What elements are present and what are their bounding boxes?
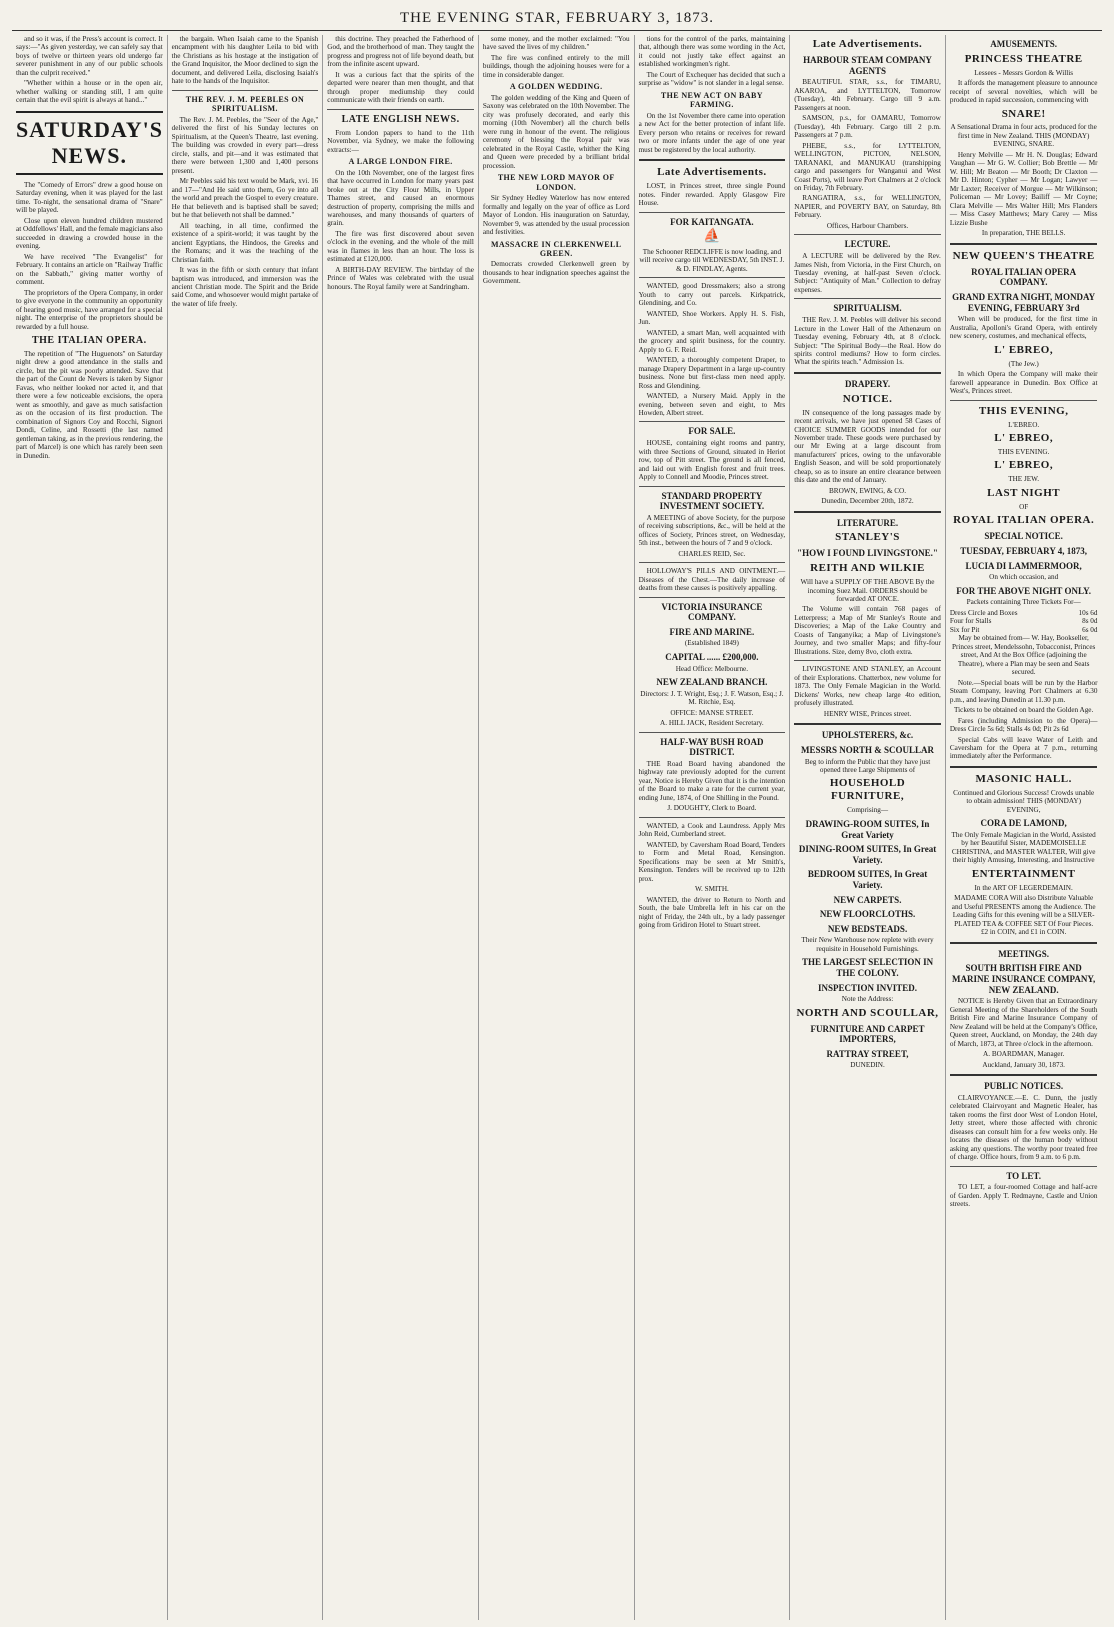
article-paragraph: "Whether within a house or in the open air, whether walking or standing still, I am quite certain that the evil spirit is always at hand..." bbox=[16, 79, 163, 105]
ad-text: Beg to inform the Public that they have just opened three Large Shipments of bbox=[804, 757, 931, 774]
price-label: Six for Pit bbox=[949, 625, 980, 634]
ad-text: It affords the management pleasure to announce receipt of several novelties, which will be produced in rapid succession, commencing with bbox=[949, 79, 1098, 105]
divider bbox=[794, 660, 941, 661]
news-paragraph: The repetition of "The Huguenots" on Saturday night drew a good attendance in the stalls and circle, but the pit was poorly attended. Save that the part of the Count de Nevers is taken by Signor Favas, who neither looked nor acted it, and that there were a few noticeable excisions, the opera went as smoothly, and gave as much satisfaction as on the occasion of its first production. The combination of Signors Coy and Rocchi, Signori Dondi, Celine, and Rossetti (the last named gentleman taking, as in the previous rendering, the part of Marcel) is one which has rarely been seen in Dunedin. bbox=[16, 349, 163, 460]
ad-line: NEW FLOORCLOTHS. bbox=[819, 909, 916, 920]
ad-heading: FOR SALE. bbox=[688, 426, 736, 437]
ad-line: NEW BEDSTEADS. bbox=[827, 923, 908, 934]
ad-line: INSPECTION INVITED. bbox=[818, 982, 918, 993]
ad-ship: SAMSON, p.s., for OAMARU, Tomorrow (Tuesday), 4th February. Cargo till 2 p.m. Passengers at 7 p.m. bbox=[794, 114, 941, 140]
article-paragraph: It was a curious fact that the spirits of the departed were nearer than men thought, and that through proper mediumship they could communicate with their friends on earth. bbox=[327, 70, 474, 105]
news-paragraph: The proprietors of the Opera Company, in order to give everyone in the community an opportunity of hearing good music, have arranged for a special night. The enterprise of the proprietors should be rewarded by a full house. bbox=[16, 288, 163, 331]
divider bbox=[950, 942, 1098, 944]
section-heading: AMUSEMENTS. bbox=[990, 39, 1058, 49]
column-6 bbox=[790, 35, 946, 1620]
ad-heading: NEW QUEEN'S THEATRE bbox=[952, 249, 1095, 262]
column-1 bbox=[12, 35, 168, 1620]
section-heading: LITERATURE. bbox=[836, 517, 899, 528]
ad-heading: FOR KAITANGATA. bbox=[670, 216, 754, 227]
subheading: THE NEW ACT ON BABY FARMING. bbox=[660, 90, 763, 110]
divider bbox=[794, 511, 941, 513]
ad-heading: L' EBREO, bbox=[994, 459, 1054, 472]
ad-schooner: The Schooner REDCLIFFE is now loading, and will receive cargo till WEDNESDAY, 5th INST. J. & D. FINDLAY, Agents. bbox=[639, 247, 785, 273]
ad-heading: STANDARD PROPERTY INVESTMENT SOCIETY. bbox=[659, 490, 765, 512]
column-5 bbox=[635, 35, 791, 1620]
divider bbox=[794, 372, 941, 374]
ad-capital: CAPITAL ...... £200,000. bbox=[665, 651, 759, 662]
divider bbox=[950, 243, 1098, 245]
ad-heading: MASONIC HALL. bbox=[975, 772, 1072, 785]
ad-signature: HENRY WISE, Princes street. bbox=[823, 709, 912, 718]
ad-line: CORA DE LAMOND, bbox=[980, 818, 1067, 829]
ad-heading: HARBOUR STEAM COMPANY AGENTS bbox=[803, 54, 932, 76]
ad-text: A Sensational Drama in four acts, produced for the first time in New Zealand. THIS (MONDAY) EVENING, SNARE. bbox=[950, 123, 1097, 149]
ad-signature: BROWN, EWING, & CO. bbox=[828, 486, 907, 495]
article-paragraph: and so it was, if the Press's account is correct. It says:—"As given yesterday, we can safely say that boys of twelve or thirteen years old undergo far severer punishment in any of our public schools than the culprit received." bbox=[16, 35, 163, 77]
divider bbox=[639, 421, 786, 422]
article-paragraph: The Rev. J. M. Peebles, the "Seer of the Age," delivered the first of his Sunday lectures on Spiritualism, at the Queen's Theatre, last evening. The building was crowded in every part—dress circle, stalls, and pit—and it was estimated that there were between 1,300 and 1,400 persons present. bbox=[171, 115, 319, 175]
ad-text: In which Opera the Company will make their farewell appearance in Dunedin. Box Office at West's, Princes street. bbox=[949, 370, 1098, 396]
ad-wanted: WANTED, good Dressmakers; also a strong Youth to carry out parcels. Kirkpatrick, Glendining, and Co. bbox=[638, 282, 786, 308]
ad-line: NEW CARPETS. bbox=[833, 894, 902, 905]
article-paragraph: It was in the fifth or sixth century that infant baptism was introduced, and immersion was the ancient Christian mode. The Spirit and the Bride said Come, and whosoever would might partake of the water of life freely. bbox=[171, 266, 319, 308]
ad-heading: "HOW I FOUND LIVINGSTONE." bbox=[797, 548, 938, 559]
ad-heading: PRINCESS THEATRE bbox=[964, 52, 1083, 65]
ad-text: Will have a SUPPLY OF THE ABOVE By the incoming Suez Mail. ORDERS should be forwarded AT ONCE. bbox=[800, 578, 935, 603]
subheading: MASSACRE IN CLERKENWELL GREEN. bbox=[490, 239, 622, 258]
ad-text: Lessees - Messrs Gordon & Willis bbox=[974, 68, 1074, 77]
ad-subheading: FIRE AND MARINE. bbox=[669, 626, 755, 637]
article-paragraph: All teaching, in all time, confirmed the existence of a spirit-world; it was taught by the ancient Egyptians, the Hindoos, the Greeks and the Romans; and it was the teaching of the Christian faith. bbox=[171, 221, 319, 264]
price-row bbox=[950, 617, 1098, 625]
article-paragraph: Democrats crowded Clerkenwell green by thousands to hear indignation speeches against the Government. bbox=[482, 260, 630, 286]
ad-ship: BEAUTIFUL STAR, s.s., for TIMARU, AKAROA, and LYTTELTON, Tomorrow (Tuesday), 4th February. Cargo till 9 a.m. Passengers at noon. bbox=[794, 78, 941, 112]
ad-signature: CHARLES REID, Sec. bbox=[678, 549, 746, 558]
section-heading: UPHOLSTERERS, &c. bbox=[821, 730, 914, 741]
divider bbox=[794, 298, 941, 299]
ad-line: ROYAL ITALIAN OPERA COMPANY. bbox=[971, 266, 1077, 288]
ad-text: OFFICE: MANSE STREET. bbox=[670, 708, 754, 717]
ad-heading: THIS EVENING, bbox=[978, 404, 1069, 417]
ad-text: Note.—Special boats will be run by the Harbor Steam Company, leaving Port Chalmers at 6.30 p.m., and leaving Dunedin at 11.30 p.m. bbox=[949, 678, 1098, 704]
subheading: THE NEW LORD MAYOR OF LONDON. bbox=[497, 173, 615, 192]
ad-wanted: WANTED, Shoe Workers. Apply H. S. Fish, Jun. bbox=[638, 309, 786, 327]
ad-text: CLAIRVOYANCE.—E. C. Dunn, the justly celebrated Clairvoyant and Magnetic Healer, has taken rooms the first door West of London Hotel, Jetty street, where those affected with chronic diseases can consult him for a few weeks only. He locates the diseases of the human body without asking any questions. The worthy poor treated free of charge. Office hours, from 9 a.m. to 6 p.m. bbox=[949, 1093, 1098, 1162]
ad-text: Head Office: Melbourne. bbox=[675, 664, 749, 673]
ad-heading: NOTICE. bbox=[842, 392, 893, 405]
ad-text: OF bbox=[1019, 502, 1029, 511]
column-7 bbox=[946, 35, 1102, 1620]
ad-text: TO LET, a four-roomed Cottage and half-acre of Garden. Apply T. Redmayne, Castle and Union streets. bbox=[949, 1183, 1098, 1209]
ad-text: A LECTURE will be delivered by the Rev. James Nish, from Victoria, in the First Church, on Tuesday evening, at half-past Seven o'clock. Subject: "Antiquity of Man." Collection to defray expenses. bbox=[794, 252, 941, 294]
ad-for-sale: HOUSE, containing eight rooms and pantry, with three Sections of Ground, situated in Heriot row, top of Pitt street. The ground is all fenced, and laid out with English forest and fruit trees. Apply to Connell and Moodie, Princes street. bbox=[638, 439, 786, 482]
ad-heading: L' EBREO, bbox=[994, 432, 1054, 444]
ad-ship: PHEBE, s.s., for LYTTELTON, WELLINGTON, PICTON, NELSON, TARANAKI, and MANUKAU (transhipping cargo and passengers for Wanganui and West Coast Ports), will leave Port Chalmers at 2 o'clock on Friday, 7th February. bbox=[794, 141, 941, 192]
divider bbox=[639, 817, 786, 818]
ad-text: DUNEDIN. bbox=[850, 1061, 885, 1070]
article-paragraph: The golden wedding of the King and Queen of Saxony was celebrated on the 10th November. The city was profusely decorated, and early this morning (10th November) all the church bells were rung in honour of the event. The religious ceremony of blessing the Royal pair was celebrated in the Royal Castle, whither the King and Queen were preceded by a brilliant bridal procession. bbox=[482, 93, 630, 170]
price-label: Dress Circle and Boxes bbox=[949, 608, 1018, 617]
article-paragraph: the bargain. When Isaiah came to the Spanish encampment with his daughter Leila to bid with the Christians as his hostage at the instigation of the Grand Inquisitor, the Moor declined to sign the document, and delivered Leila, disclosing Isaiah's hate to the hands of the Inquisitor. bbox=[171, 35, 319, 86]
ad-wanted: WANTED, by Caversham Road Board, Tenders to Form and Metal Road, Kensington. Specifications may be seen at Mr Smith's, Kensington. Tenders will be received up to 12th prox. bbox=[638, 840, 786, 883]
divider bbox=[950, 1166, 1098, 1167]
column-4 bbox=[479, 35, 635, 1620]
ad-text: MADAME CORA Will also Distribute Valuable and Useful PRESENTS among the Audience. The Leading Gifts for this evening will be a SILVER-PLATED TEA & COFFEE SET Of Four Pieces. £2 in COIN, and £1 in COIN. bbox=[951, 894, 1096, 937]
section-heading: TO LET. bbox=[1006, 1170, 1041, 1181]
divider bbox=[950, 1074, 1098, 1076]
ad-text: IN consequence of the long passages made by recent arrivals, we have just opened 58 Cases of CHOICE SUMMER GOODS intended for our November trade. These goods were purchased by our Mr Ewing at a large discount from manufacturers' prices, owing to the unfavorable English Season, and will be sold proportionately cheap, so as to insure an entire clearance between this date and the end of January. bbox=[794, 408, 941, 485]
heading-late-advertisements: Late Advertisements. bbox=[657, 166, 767, 179]
divider bbox=[950, 766, 1098, 768]
ad-line: RATTRAY STREET, bbox=[826, 1048, 909, 1059]
ad-text: The Only Female Magician in the World, Assisted by her Beautiful Sister, MADEMOISELLE CHRISTINA, and MASTER WALTER, Will give their highly Amusing, Interesting, and Instructive bbox=[951, 831, 1096, 865]
article-paragraph: tions for the control of the parks, maintaining that, although there was some wording in the Act, it could not justly take effect against an established workingmen's right. bbox=[638, 35, 786, 69]
ad-wanted: WANTED, a smart Man, well acquainted with the grocery and spirit business, for the country. Apply to G. F. Reid. bbox=[638, 328, 786, 354]
ad-lost: LOST, in Princes street, three single Pound notes. Finder rewarded. Apply Glasgow Fire House. bbox=[638, 182, 786, 208]
column-2 bbox=[168, 35, 324, 1620]
divider bbox=[327, 109, 474, 110]
ad-ship: RANGATIRA, s.s., for WELLINGTON, NAPIER, and POVERTY BAY, on Saturday, 8th February. bbox=[794, 194, 941, 220]
divider bbox=[639, 159, 786, 161]
divider bbox=[639, 562, 786, 563]
ad-signature: Offices, Harbour Chambers. bbox=[826, 221, 909, 230]
article-paragraph: Sir Sydney Hedley Waterlow has now entered formally and legally on the year of office as Lord Mayor of London. His inauguration on Saturday, November 9, was attended by the usual procession and festivities. bbox=[482, 194, 630, 237]
article-paragraph: A BIRTH-DAY REVIEW. The birthday of the Prince of Wales was celebrated with the usual honours. The Royal family were at Sandringham. bbox=[327, 265, 474, 291]
price-row bbox=[950, 626, 1098, 634]
heading-italian-opera: THE ITALIAN OPERA. bbox=[31, 335, 147, 347]
section-heading: DRAPERY. bbox=[844, 378, 891, 389]
ad-text: (Established 1849) bbox=[684, 639, 739, 648]
ad-text: Special Cabs will leave Water of Leith and Caversham for the Opera at 7 p.m., returning immediately after the Performance. bbox=[949, 735, 1098, 761]
divider bbox=[639, 597, 786, 598]
article-paragraph: The fire was first discovered about seven o'clock in the evening, and the whole of the mill was in flames in less than an hour. The loss is estimated at £120,000. bbox=[327, 229, 474, 264]
ad-text: Packets containing Three Tickets For— bbox=[966, 598, 1081, 607]
ad-text: THIS EVENING. bbox=[997, 447, 1050, 456]
divider bbox=[639, 212, 786, 213]
ship-icon: ⛵ bbox=[703, 229, 721, 245]
price-value: 10s 6d bbox=[1078, 608, 1098, 617]
article-paragraph: The fire was confined entirely to the mill buildings, though the adjoining houses were for a time in considerable danger. bbox=[482, 53, 630, 79]
ad-line: DINING-ROOM SUITES, In Great Variety. bbox=[798, 844, 937, 865]
ad-wanted: WANTED, a Cook and Laundress. Apply Mrs John Reid, Cumberland street. bbox=[638, 821, 786, 839]
ad-cast: Henry Melville — Mr H. N. Douglas; Edward Vaughan — Mr G. W. Collier; Bob Brettle — Mr W. Hill; Mr Beaton — Mr Booth; Dr Claxton — Mr D. Hinton; Cypher — Mr Logan; Lawyer — Mr Laxter; Receiver of Morgue — Mr Wilkinson; Policeman — Mr Lovey; Bailiff — Mr Coyne; Clara Melville — Mrs Walter Hill; Mrs Flanders — Miss Casey Matthews; Mary Carey — Miss Lizzie Bushe bbox=[949, 150, 1098, 227]
ad-date: Dunedin, December 20th, 1872. bbox=[821, 497, 914, 506]
ad-signature: A. BOARDMAN, Manager. bbox=[983, 1050, 1065, 1059]
ad-heading: SOUTH BRITISH FIRE AND MARINE INSURANCE COMPANY, NEW ZEALAND. bbox=[952, 963, 1096, 995]
ad-text: Comprising— bbox=[846, 806, 889, 815]
ad-text: LIVINGSTONE AND STANLEY, an Account of their Explorations. Chatterbox, new volume for 1873. The Only Female Magician in the World. Dickens' Works, new cheap large 4to edition, profusely illustrated. bbox=[794, 665, 941, 708]
article-paragraph: From London papers to hand to the 11th November, via Sydney, we make the following extracts:— bbox=[327, 128, 474, 154]
section-heading-saturdays-news: SATURDAY'S NEWS. bbox=[16, 111, 163, 175]
ad-text: On which occasion, and bbox=[989, 573, 1059, 582]
ad-text: L'EBREO. bbox=[1008, 420, 1040, 429]
ad-heading: LECTURE. bbox=[844, 239, 891, 250]
ad-line: GRAND EXTRA NIGHT, MONDAY EVENING, FEBRUARY 3rd bbox=[952, 291, 1096, 313]
ad-heading: HOUSEHOLD FURNITURE, bbox=[829, 777, 906, 803]
ad-text: Fares (including Admission to the Opera)— Dress Circle 5s 6d; Stalls 4s 0d; Pit 2s 6d bbox=[949, 716, 1098, 734]
ad-heading: STANLEY'S bbox=[835, 531, 900, 544]
ad-holloway: HOLLOWAY'S PILLS AND OINTMENT.—Diseases of the Chest.—The daily increase of deaths from these causes is positively appalling. bbox=[638, 567, 786, 593]
columns bbox=[12, 35, 1102, 1620]
ad-meeting: A MEETING of above Society, for the purpose of receiving subscriptions, &c., will be held at the offices of Society, Princes street, on Wednesday, 5th inst., between the hours of 7 and 9 o'clock. bbox=[638, 513, 786, 548]
ad-signature: J. DOUGHTY, Clerk to Board. bbox=[667, 804, 757, 813]
subheading: A GOLDEN WEDDING. bbox=[509, 82, 603, 92]
ad-signature: A. HILL JACK, Resident Secretary. bbox=[660, 719, 764, 728]
ad-subheading: NEW ZEALAND BRANCH. bbox=[656, 677, 768, 687]
heading-late-english-news: LATE ENGLISH NEWS. bbox=[341, 113, 460, 125]
ad-text: In preparation, THE BELLS. bbox=[981, 229, 1066, 238]
ad-text: Directors: J. T. Wright, Esq.; J. F. Watson, Esq.; J. M. Ritchie, Esq. bbox=[640, 689, 784, 707]
price-row bbox=[950, 609, 1098, 617]
ad-line: TUESDAY, FEBRUARY 4, 1873, bbox=[960, 545, 1088, 556]
divider bbox=[794, 234, 941, 235]
heading-late-advertisements: Late Advertisements. bbox=[812, 38, 923, 50]
ad-line: FOR THE ABOVE NIGHT ONLY. bbox=[956, 585, 1092, 596]
price-label: Four for Stalls bbox=[949, 617, 992, 626]
ad-heading: MESSRS NORTH & SCOULLAR bbox=[801, 744, 934, 755]
news-paragraph: The "Comedy of Errors" drew a good house on Saturday evening, when it was played for the last time. To-night, the sensational drama of "Snare" will be played. bbox=[16, 180, 163, 215]
masthead: THE EVENING STAR, FEBRUARY 3, 1873. bbox=[12, 10, 1102, 31]
divider bbox=[639, 732, 786, 733]
ad-line: LUCIA DI LAMMERMOOR, bbox=[965, 560, 1082, 571]
news-paragraph: We have received "The Evangelist" for February. It contains an article on "Railway Traffic on the Sabbath," giving matter worthy of comment. bbox=[16, 252, 163, 287]
ad-text: Continued and Glorious Success! Crowds unable to obtain admission! THIS (MONDAY) EVENING, bbox=[953, 788, 1095, 814]
article-paragraph: this doctrine. They preached the Fatherhood of God, and the brotherhood of man. They taught the progress and progress not of life beyond death, but from the infinite ascent upward. bbox=[327, 35, 474, 69]
ad-heading: VICTORIA INSURANCE COMPANY. bbox=[661, 601, 763, 623]
divider bbox=[794, 723, 941, 725]
column-3 bbox=[323, 35, 479, 1620]
subheading: A LARGE LONDON FIRE. bbox=[348, 157, 453, 167]
ad-date: Auckland, January 30, 1873. bbox=[982, 1060, 1065, 1069]
ad-line: DRAWING-ROOM SUITES, In Great Variety bbox=[805, 818, 930, 840]
ad-wanted: WANTED, a Nursery Maid. Apply in the evening, between seven and eight, to Mrs Howden, Albert street. bbox=[638, 392, 786, 417]
ad-line: SPECIAL NOTICE. bbox=[984, 531, 1063, 542]
heading-peebles: THE REV. J. M. PEEBLES ON SPIRITUALISM. bbox=[185, 94, 305, 114]
ad-text: NOTICE is Hereby Given that an Extraordinary General Meeting of the Shareholders of the South British Fire and Marine Insurance Company of New Zealand will be held at the Company's Office, Queen street, Auckland, on Monday, the 24th day of March, 1873, at Three o'clock in the afternoon. bbox=[949, 997, 1098, 1048]
article-paragraph: On the 10th November, one of the largest fires that have occurred in London for many years past broke out at the City Flour Mills, in Upper Thames street, and caused an enormous destruction of property, comprising the mills and warehouses, and many thousands of quarters of grain. bbox=[327, 168, 474, 228]
ad-text: The Volume will contain 768 pages of Letterpress; a Map of Mr Stanley's Route and Discoveries; a Map of the Lake Country and Coasts of Tanganyika; a Map of Livingstone's Journey, and two smaller Maps; and fifty-four Illustrations. Size, demy 8vo, cloth extra. bbox=[794, 605, 941, 656]
ad-wanted: WANTED, the driver to Return to North and South, the bale Umbrella left in his car on the night of Friday, the 24th ult., by a lady passenger going from Gridiron Hotel to Stuart street. bbox=[638, 895, 786, 929]
divider bbox=[639, 486, 786, 487]
ad-heading: NORTH AND SCOULLAR, bbox=[796, 1006, 939, 1019]
price-value: 8s 0d bbox=[1082, 617, 1098, 626]
ad-line: THE LARGEST SELECTION IN THE COLONY. bbox=[801, 957, 934, 978]
article-paragraph: some money, and the mother exclaimed: "You have saved the lives of my children." bbox=[482, 35, 630, 52]
news-paragraph: Close upon eleven hundred children mustered at Oddfellows' Hall, and the female magicians also succeeded in drawing a crowded house in the evening. bbox=[16, 216, 163, 251]
ad-text: Note the Address: bbox=[841, 995, 894, 1004]
ad-signature: W. SMITH. bbox=[694, 885, 729, 894]
ad-line: FURNITURE AND CARPET IMPORTERS, bbox=[810, 1023, 925, 1045]
ad-text: In the ART OF LEGERDEMAIN. bbox=[974, 883, 1073, 892]
ad-text: THE Road Board having abandoned the highway rate previously adopted for the current year, Notice is Hereby Given that it is the intention of the Board to make a rate for the current year, ending June, 1874, of One Shilling in the Pound. bbox=[638, 759, 786, 802]
ad-line: BEDROOM SUITES, In Great Variety. bbox=[807, 869, 928, 890]
ad-heading: L' EBREO, bbox=[994, 343, 1054, 356]
divider bbox=[950, 400, 1098, 401]
ad-heading: HALF-WAY BUSH ROAD DISTRICT. bbox=[660, 736, 764, 758]
ad-wanted: WANTED, a thoroughly competent Draper, to manage Drapery Department in a large up-country business. None but first-class men need apply. Ross and Glendining. bbox=[638, 356, 786, 390]
ad-heading: SNARE! bbox=[1001, 107, 1046, 120]
ad-heading: ENTERTAINMENT bbox=[971, 867, 1076, 880]
article-paragraph: The Court of Exchequer has decided that such a surprise as "widow" is not slander in a legal sense. bbox=[638, 70, 786, 88]
section-heading: PUBLIC NOTICES. bbox=[984, 1081, 1064, 1092]
price-value: 6s 0d bbox=[1082, 625, 1098, 634]
ad-heading: REITH AND WILKIE bbox=[810, 562, 925, 575]
ad-text: Their New Warehouse now replete with every requisite in Household Furnishings. bbox=[801, 936, 934, 953]
article-paragraph: On the 1st November there came into operation a new Act for the better protection of infant life. Every person who retains or receives for reward two or more infants under the age of one year must be registered by the local authority. bbox=[638, 111, 786, 154]
article-paragraph: Mr Peebles said his text would be Mark, xvi. 16 and 17—"And He said unto them, Go ye into all the world and preach the Gospel to every creature. He that believeth and is baptised shall be saved; but he that believeth not shall be damned." bbox=[171, 177, 319, 220]
ad-heading: SPIRITUALISM. bbox=[833, 303, 902, 314]
section-heading: MEETINGS. bbox=[998, 948, 1050, 959]
ad-text: THE JEW. bbox=[1008, 475, 1040, 484]
ad-text: When will be produced, for the first time in Australia, Apolloni's Grand Opera, with entirely new scenery, costumes, and mechanical effects, bbox=[949, 315, 1098, 341]
divider bbox=[639, 277, 786, 278]
ad-heading: ROYAL ITALIAN OPERA. bbox=[953, 514, 1095, 527]
divider bbox=[172, 90, 319, 91]
ad-text: (The Jew.) bbox=[1008, 359, 1039, 368]
ad-heading: LAST NIGHT bbox=[987, 486, 1061, 499]
ad-text: May be obtained from— W. Hay, Bookseller, Princes street, Mendelssohn, Tobacconist, Princes street, And At the Box Office (adjoining the Theatre), where a Plan may be seen and Seats secured. bbox=[952, 634, 1096, 677]
ad-text: THE Rev. J. M. Peebles will deliver his second Lecture in the Lower Hall of the Athenæum on Tuesday evening, February 4th, at 8 o'clock. Subject: "The Spiritual Body—the Real. How do spirits control mediums? How to form circles. What the spirits teach." Admission 1s. bbox=[794, 316, 941, 367]
ad-text: Tickets to be obtained on board the Golden Age. bbox=[954, 706, 1094, 715]
